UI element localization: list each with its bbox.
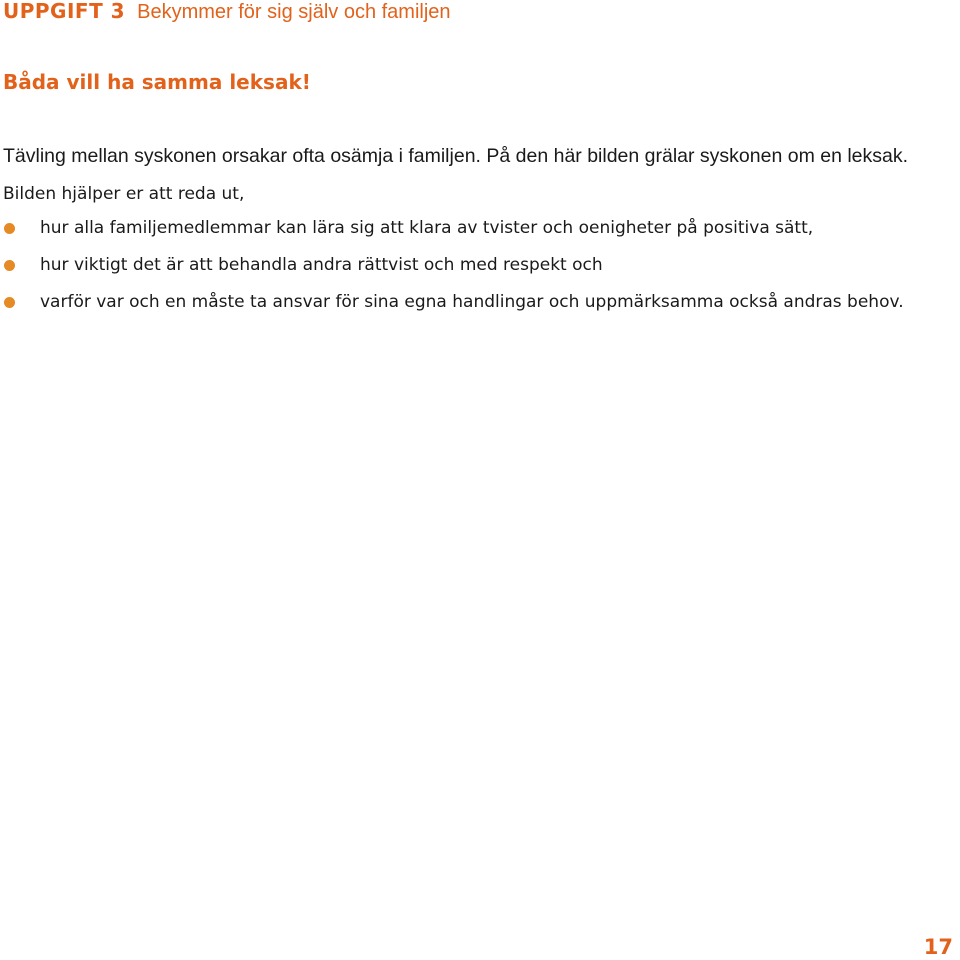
page-number: 17 (923, 935, 953, 959)
bullet-item (0, 247, 940, 284)
bullet-dot-icon (4, 297, 15, 308)
bullet-text: hur alla familjemedlemmar kan lära sig att klara av tvister och oenigheter på positiva sätt, (40, 218, 814, 238)
bullet-text: hur viktigt det är att behandla andra rättvist och med respekt och (40, 255, 603, 275)
intro-follow: Bilden hjälper er att reda ut, (3, 184, 245, 204)
intro-paragraph (3, 138, 923, 213)
bullet-dot-icon (4, 223, 15, 234)
task-label: UPPGIFT 3 (3, 0, 126, 23)
bullet-text: varför var och en måste ta ansvar för sina egna handlingar och uppmärksamma också andras behov. (40, 292, 904, 312)
task-topic: Bekymmer för sig själv och familjen (137, 1, 451, 23)
bullet-list (0, 210, 940, 321)
bullet-item (0, 210, 940, 247)
bullet-dot-icon (4, 260, 15, 271)
bullet-item (0, 284, 940, 321)
section-subtitle: Båda vill ha samma leksak! (3, 70, 311, 94)
page-header (3, 0, 451, 26)
intro-lead: Tävling mellan syskonen orsakar ofta osämja i familjen. På den här bilden grälar syskonen om en leksak. (3, 145, 909, 167)
